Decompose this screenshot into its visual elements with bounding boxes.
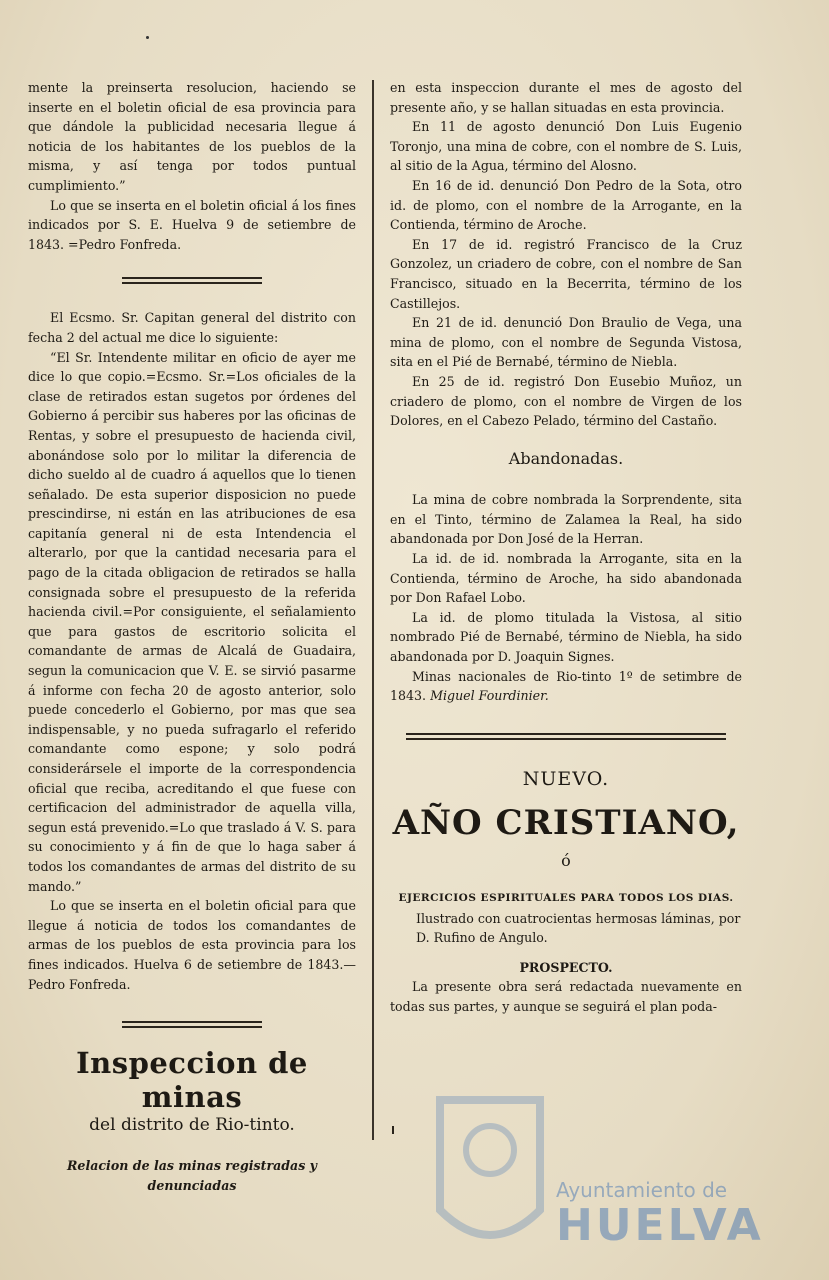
abandonada-2: La id. de id. nombrada la Arrogante, sita en la Contienda, término de Aroche, ha sido abandonada por Don Rafael Lobo. [390,551,742,606]
abandonadas-heading: Abandonadas. [508,448,624,468]
relacion-heading: Relacion de las minas registradas y denunciadas [66,1158,318,1193]
ornament-divider-3 [406,732,726,742]
watermark-line2: HUELVA [556,1200,764,1251]
ink-dot [146,36,149,39]
left-p4: “El Sr. Intendente militar en oficio de ayer me dice lo que copio.=Ecsmo. Sr.=Los oficiales de la clase de retirados estan sugetos por órdenes del Gobierno á percibir sus haberes por las oficinas de Rentas, y sobre el presupuesto de hacienda civil, abonándose solo por lo militar la diferencia de dicho sueldo al de cuadro á aquellos que lo tienen señalado. De esta superior disposicion no puede prescindirse, ni están en las atribuciones de esa capitanía general ni de esta Intendencia el alterarlo, por que la cantidad necesaria para el pago de la citada obligacion de retirados se halla consignada sobre el presupuesto de la referida hacienda civil.=Por consiguiente, el señalamiento que para gastos de escritorio solicita el comandante de armas de Alcalá de Guadaira, segun la comunicacion que V. E. se sirvió pasarme á informe con fecha 20 de agosto anterior, solo puede concederlo el Gobierno, por mas que sea indispensable, y no pueda sufragarlo el referido comandante como espone; y solo podrá considerársele el importe de la correspondencia oficial que reciba, acreditando el que fuese con certificacion del administrador de aquella villa, segun está prevenido.=Lo que traslado á V. S. para su conocimiento y á fin de que lo haga saber á todos los comandantes de armas del distrito de su mando.” [28,349,356,894]
ornament-divider-2 [122,1020,262,1030]
right-p6: En 25 de id. registró Don Eusebio Muñoz, un criadero de plomo, con el nombre de Virgen de los Dolores, en el Cabezo Pelado, término del Castaño. [390,373,742,429]
right-column [390,78,742,1017]
margin-mark [392,1126,394,1134]
signature-name: Miguel Fourdinier. [430,688,549,704]
ad-o: ó [561,851,571,871]
ad-ilustrado: Ilustrado con cuatrocientas hermosas láminas, por D. Rufino de Angulo. [416,910,741,946]
right-p5: En 21 de id. denunció Don Braulio de Vega, una mina de plomo, con el nombre de Segunda Vistosa, sita en el Pié de Bernabé, término de Niebla. [390,315,742,370]
ad-title: AÑO CRISTIANO, [392,803,740,844]
left-p3: El Ecsmo. Sr. Capitan general del distrito con fecha 2 del actual me dice lo siguiente: [28,310,356,345]
column-rule [372,80,374,1140]
ornament-divider [122,276,262,286]
inspeccion-subtitle: del distrito de Rio-tinto. [89,1115,295,1136]
abandonada-3: La id. de plomo titulada la Vistosa, al sitio nombrado Pié de Bernabé, término de Niebla, ha sido abandonada por D. Joaquin Signes. [390,609,742,665]
left-p5: Lo que se inserta en el boletin oficial para que llegue á noticia de todos los comandantes de armas de los pueblos de esta provincia para los fines indicados. Huelva 6 de setiembre de 1843.—Pedro Fonfreda. [28,898,356,992]
watermark-line1: Ayuntamiento de [556,1178,728,1202]
ad-nuevo: NUEVO. [522,767,610,790]
right-p1: en esta inspeccion durante el mes de agosto del presente año, y se hallan situadas en esta provincia. [390,80,742,115]
right-p3: En 16 de id. denunció Don Pedro de la Sota, otro id. de plomo, con el nombre de la Arrogante, en la Contienda, término de Aroche. [390,177,742,233]
signature-place-date: Minas nacionales de Rio-tinto 1º de setimbre de 1843. [390,668,742,704]
ad-prospecto: PROSPECTO. [519,959,613,975]
ad-ejercicios: EJERCICIOS ESPIRITUALES PARA TODOS LOS DIAS. [398,892,734,904]
right-p4: En 17 de id. registró Francisco de la Cruz Gonzolez, un criadero de cobre, con el nombre de San Francisco, situado en la Becerrita, término de los Castillejos. [390,236,742,311]
signature-line [390,667,742,706]
left-column [28,78,356,1195]
left-p1: mente la preinserta resolucion, haciendo se inserte en el boletin oficial de esa provincia para que dándole la publicidad necesaria llegue á noticia de los habitantes de los pueblos de la misma, y así tenga por todos puntual cumplimiento.” [28,80,356,193]
ad-text: La presente obra será redactada nuevamente en todas sus partes, y aunque se seguirá el plan poda- [390,979,742,1014]
left-p2: Lo que se inserta en el boletin oficial á los fines indicados por S. E. Huelva 9 de setiembre de 1843. =Pedro Fonfreda. [28,197,356,252]
abandonada-1: La mina de cobre nombrada la Sorprendente, sita en el Tinto, término de Zalamea la Real, ha sido abandonada por Don José de la Herran. [390,492,742,547]
inspeccion-title: Inspeccion de minas [76,1046,308,1115]
right-p2: En 11 de agosto denunció Don Luis Eugenio Toronjo, una mina de cobre, con el nombre de S. Luis, al sitio de la Agua, término del Alosno. [390,119,742,174]
